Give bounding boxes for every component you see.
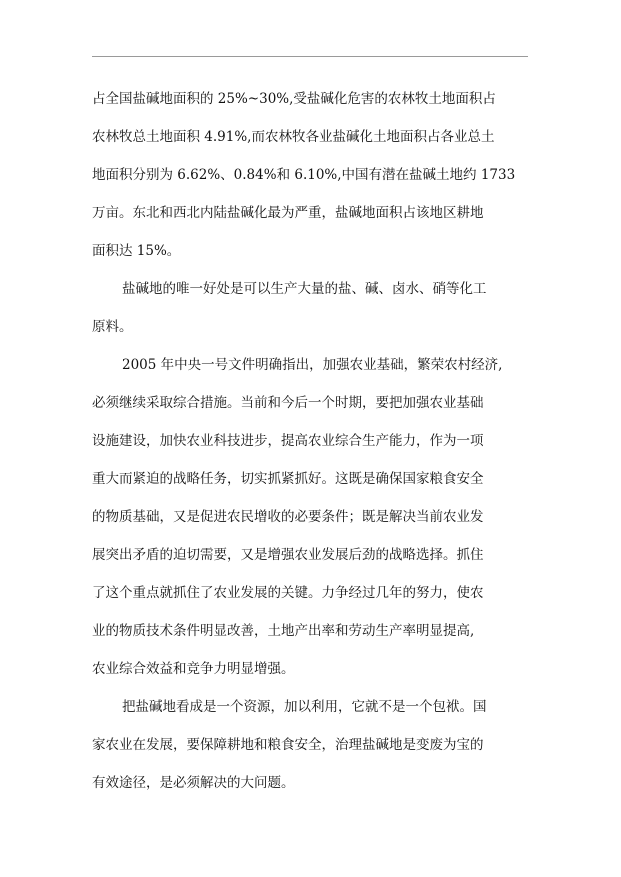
text-line: 展突出矛盾的迫切需要，又是增强农业发展后劲的战略选择。抓住 xyxy=(92,547,484,563)
text-line: 把盐碱地看成是一个资源，加以利用，它就不是一个包袱。国 xyxy=(122,699,487,715)
text-line: 占全国盐碱地面积的 25%~30%,受盐碱化危害的农林牧土地面积占 xyxy=(92,91,496,107)
text-line: 地面积分别为 6.62%、0.84%和 6.10%,中国有潜在盐碱土地约 1733 xyxy=(92,167,516,183)
text-line: 了这个重点就抓住了农业发展的关键。力争经过几年的努力，使农 xyxy=(92,585,484,601)
header-rule xyxy=(92,56,528,57)
text-line: 设施建设，加快农业科技进步，提高农业综合生产能力，作为一项 xyxy=(92,433,484,449)
paragraph-1 xyxy=(92,80,528,270)
paragraph-2 xyxy=(92,270,528,346)
text-line: 农业综合效益和竞争力明显增强。 xyxy=(92,661,295,677)
paragraph-4 xyxy=(92,688,528,802)
text-line: 重大而紧迫的战略任务，切实抓紧抓好。这既是确保国家粮食安全 xyxy=(92,471,484,487)
text-line: 原料。 xyxy=(92,319,133,335)
text-line: 业的物质技术条件明显改善，土地产出率和劳动生产率明显提高, xyxy=(92,623,475,639)
text-line: 有效途径，是必须解决的大问题。 xyxy=(92,775,295,791)
text-line: 的物质基础，又是促进农民增收的必要条件；既是解决当前农业发 xyxy=(92,509,484,525)
text-line: 必须继续采取综合措施。当前和今后一个时期，要把加强农业基础 xyxy=(92,395,484,411)
text-line: 农林牧总土地面积 4.91%,而农林牧各业盐碱化土地面积占各业总土 xyxy=(92,129,495,145)
text-line: 2005 年中央一号文件明确指出，加强农业基础，繁荣农村经济, xyxy=(122,357,503,373)
text-line: 万亩。东北和西北内陆盐碱化最为严重，盐碱地面积占该地区耕地 xyxy=(92,205,484,221)
text-line: 盐碱地的唯一好处是可以生产大量的盐、碱、卤水、硝等化工 xyxy=(122,281,487,297)
document-body xyxy=(92,80,528,802)
text-line: 家农业在发展，要保障耕地和粮食安全，治理盐碱地是变废为宝的 xyxy=(92,737,484,753)
paragraph-3 xyxy=(92,346,528,688)
text-line: 面积达 15%。 xyxy=(92,243,181,259)
